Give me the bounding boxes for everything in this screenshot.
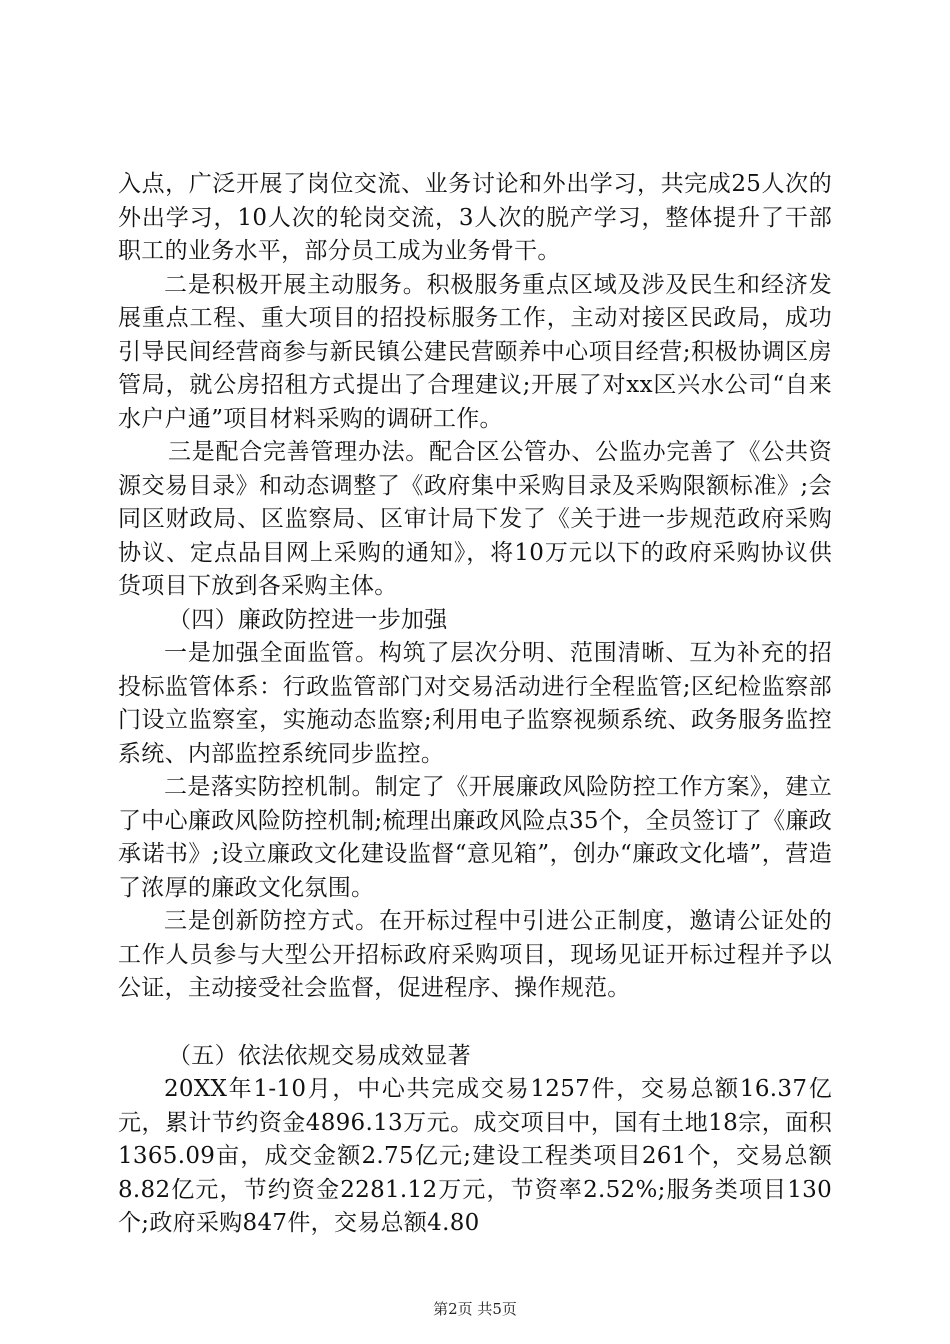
section-heading-compliant-trading: （五）依法依规交易成效显著 bbox=[168, 1042, 471, 1069]
paragraph-comprehensive-supervision: 一是加强全面监管。构筑了层次分明、范围清晰、互为补充的招投标监管体系：行政监管部门对交易活动进行全程监管;区纪检监察部门设立监察室，实施动态监察;利用电子监察视频系统、政务服务监控系统、内部监控系统同步监控。 bbox=[118, 640, 832, 767]
paragraph-active-service: 二是积极开展主动服务。积极服务重点区域及涉及民生和经济发展重点工程、重大项目的招投标服务工作，主动对接区民政局，成功引导民间经营商参与新民镇公建民营颐养中心项目经营;积极协调区房管局，就公房招租方式提出了合理建议;开展了对xx区兴水公司“自来水户户通”项目材料采购的调研工作。 bbox=[118, 271, 832, 432]
paragraph-control-mechanism: 二是落实防控机制。制定了《开展廉政风险防控工作方案》，建立了中心廉政风险防控机制;梳理出廉政风险点35个，全员签订了《廉政承诺书》;设立廉政文化建设监督“意见箱”，创办“廉政文化墙”，营造了浓厚的廉政文化氛围。 bbox=[118, 774, 832, 901]
section-heading-integrity-control: （四）廉政防控进一步加强 bbox=[168, 606, 448, 633]
paragraph-trading-statistics: 20XX年1-10月，中心共完成交易1257件，交易总额16.37亿元，累计节约资金4896.13万元。成交项目中，国有土地18宗，面积1365.09亩，成交金额2.75亿元;建设工程类项目261个，交易总额8.82亿元，节约资金2281.12万元，节资率2.52%;服务类项目130个;政府采购847件，交易总额4.80 bbox=[118, 1076, 832, 1236]
paragraph-management-methods: 三是配合完善管理办法。配合区公管办、公监办完善了《公共资源交易目录》和动态调整了《政府集中采购目录及采购限额标准》;会同区财政局、区监察局、区审计局下发了《关于进一步规范政府采购协议、定点品目网上采购的通知》，将10万元以下的政府采购协议供货项目下放到各采购主体。 bbox=[118, 439, 832, 599]
document-body bbox=[118, 168, 832, 1241]
paragraph-training-summary: 入点，广泛开展了岗位交流、业务讨论和外出学习，共完成25人次的外出学习，10人次的轮岗交流，3人次的脱产学习，整体提升了干部职工的业务水平，部分员工成为业务骨干。 bbox=[118, 171, 832, 264]
page-number-footer: 第2页 共5页 bbox=[433, 1300, 517, 1318]
paragraph-control-methods: 三是创新防控方式。在开标过程中引进公正制度，邀请公证处的工作人员参与大型公开招标政府采购项目，现场见证开标过程并予以公证，主动接受社会监督，促进程序、操作规范。 bbox=[118, 908, 832, 1001]
